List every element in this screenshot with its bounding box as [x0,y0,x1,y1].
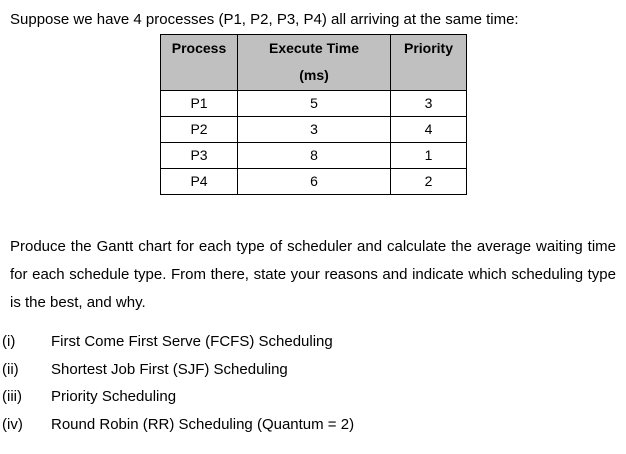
table-row [161,91,467,117]
cell-priority: 3 [391,91,467,117]
cell-execute-time: 3 [238,117,391,143]
header-execute-line1: Execute Time [268,40,359,56]
instructions-paragraph: Produce the Gantt chart for each type of scheduler and calculate the average waiting time for each schedule type. From there, state your reasons and indicate which scheduling type is the best, and why. [10,238,616,311]
option-text: First Come First Serve (FCFS) Scheduling [51,333,333,350]
header-priority [391,35,467,91]
header-execute-line2: (ms) [299,67,329,83]
cell-process: P4 [161,169,238,195]
option-text: Priority Scheduling [51,388,177,405]
cell-execute-time: 5 [238,91,391,117]
table-row [161,117,467,143]
table-row [161,143,467,169]
option-number: (iii) [2,388,22,405]
header-process-label: Process [171,40,227,56]
cell-process: P1 [161,91,238,117]
header-process [161,35,238,91]
scheduling-options-list [0,329,626,439]
table-row [161,169,467,195]
cell-process: P2 [161,117,238,143]
cell-execute-time: 8 [238,143,391,169]
option-number: (i) [2,333,16,350]
list-item [0,384,626,412]
table-header-row [161,35,467,91]
cell-priority: 2 [391,169,467,195]
cell-priority: 4 [391,117,467,143]
cell-priority: 1 [391,143,467,169]
header-priority-label: Priority [403,40,453,56]
cell-process: P3 [161,143,238,169]
header-execute-time [238,35,391,91]
cell-execute-time: 6 [238,169,391,195]
option-number: (ii) [2,360,19,378]
option-text: Round Robin (RR) Scheduling (Quantum = 2) [51,415,355,433]
list-item [0,357,626,385]
list-item [0,329,626,357]
option-text: Shortest Job First (SJF) Scheduling [51,360,288,378]
process-table [160,34,467,195]
intro-text: Suppose we have 4 processes (P1, P2, P3, P4) all arriving at the same time: [10,11,519,28]
option-number: (iv) [2,415,23,433]
list-item [0,412,626,440]
